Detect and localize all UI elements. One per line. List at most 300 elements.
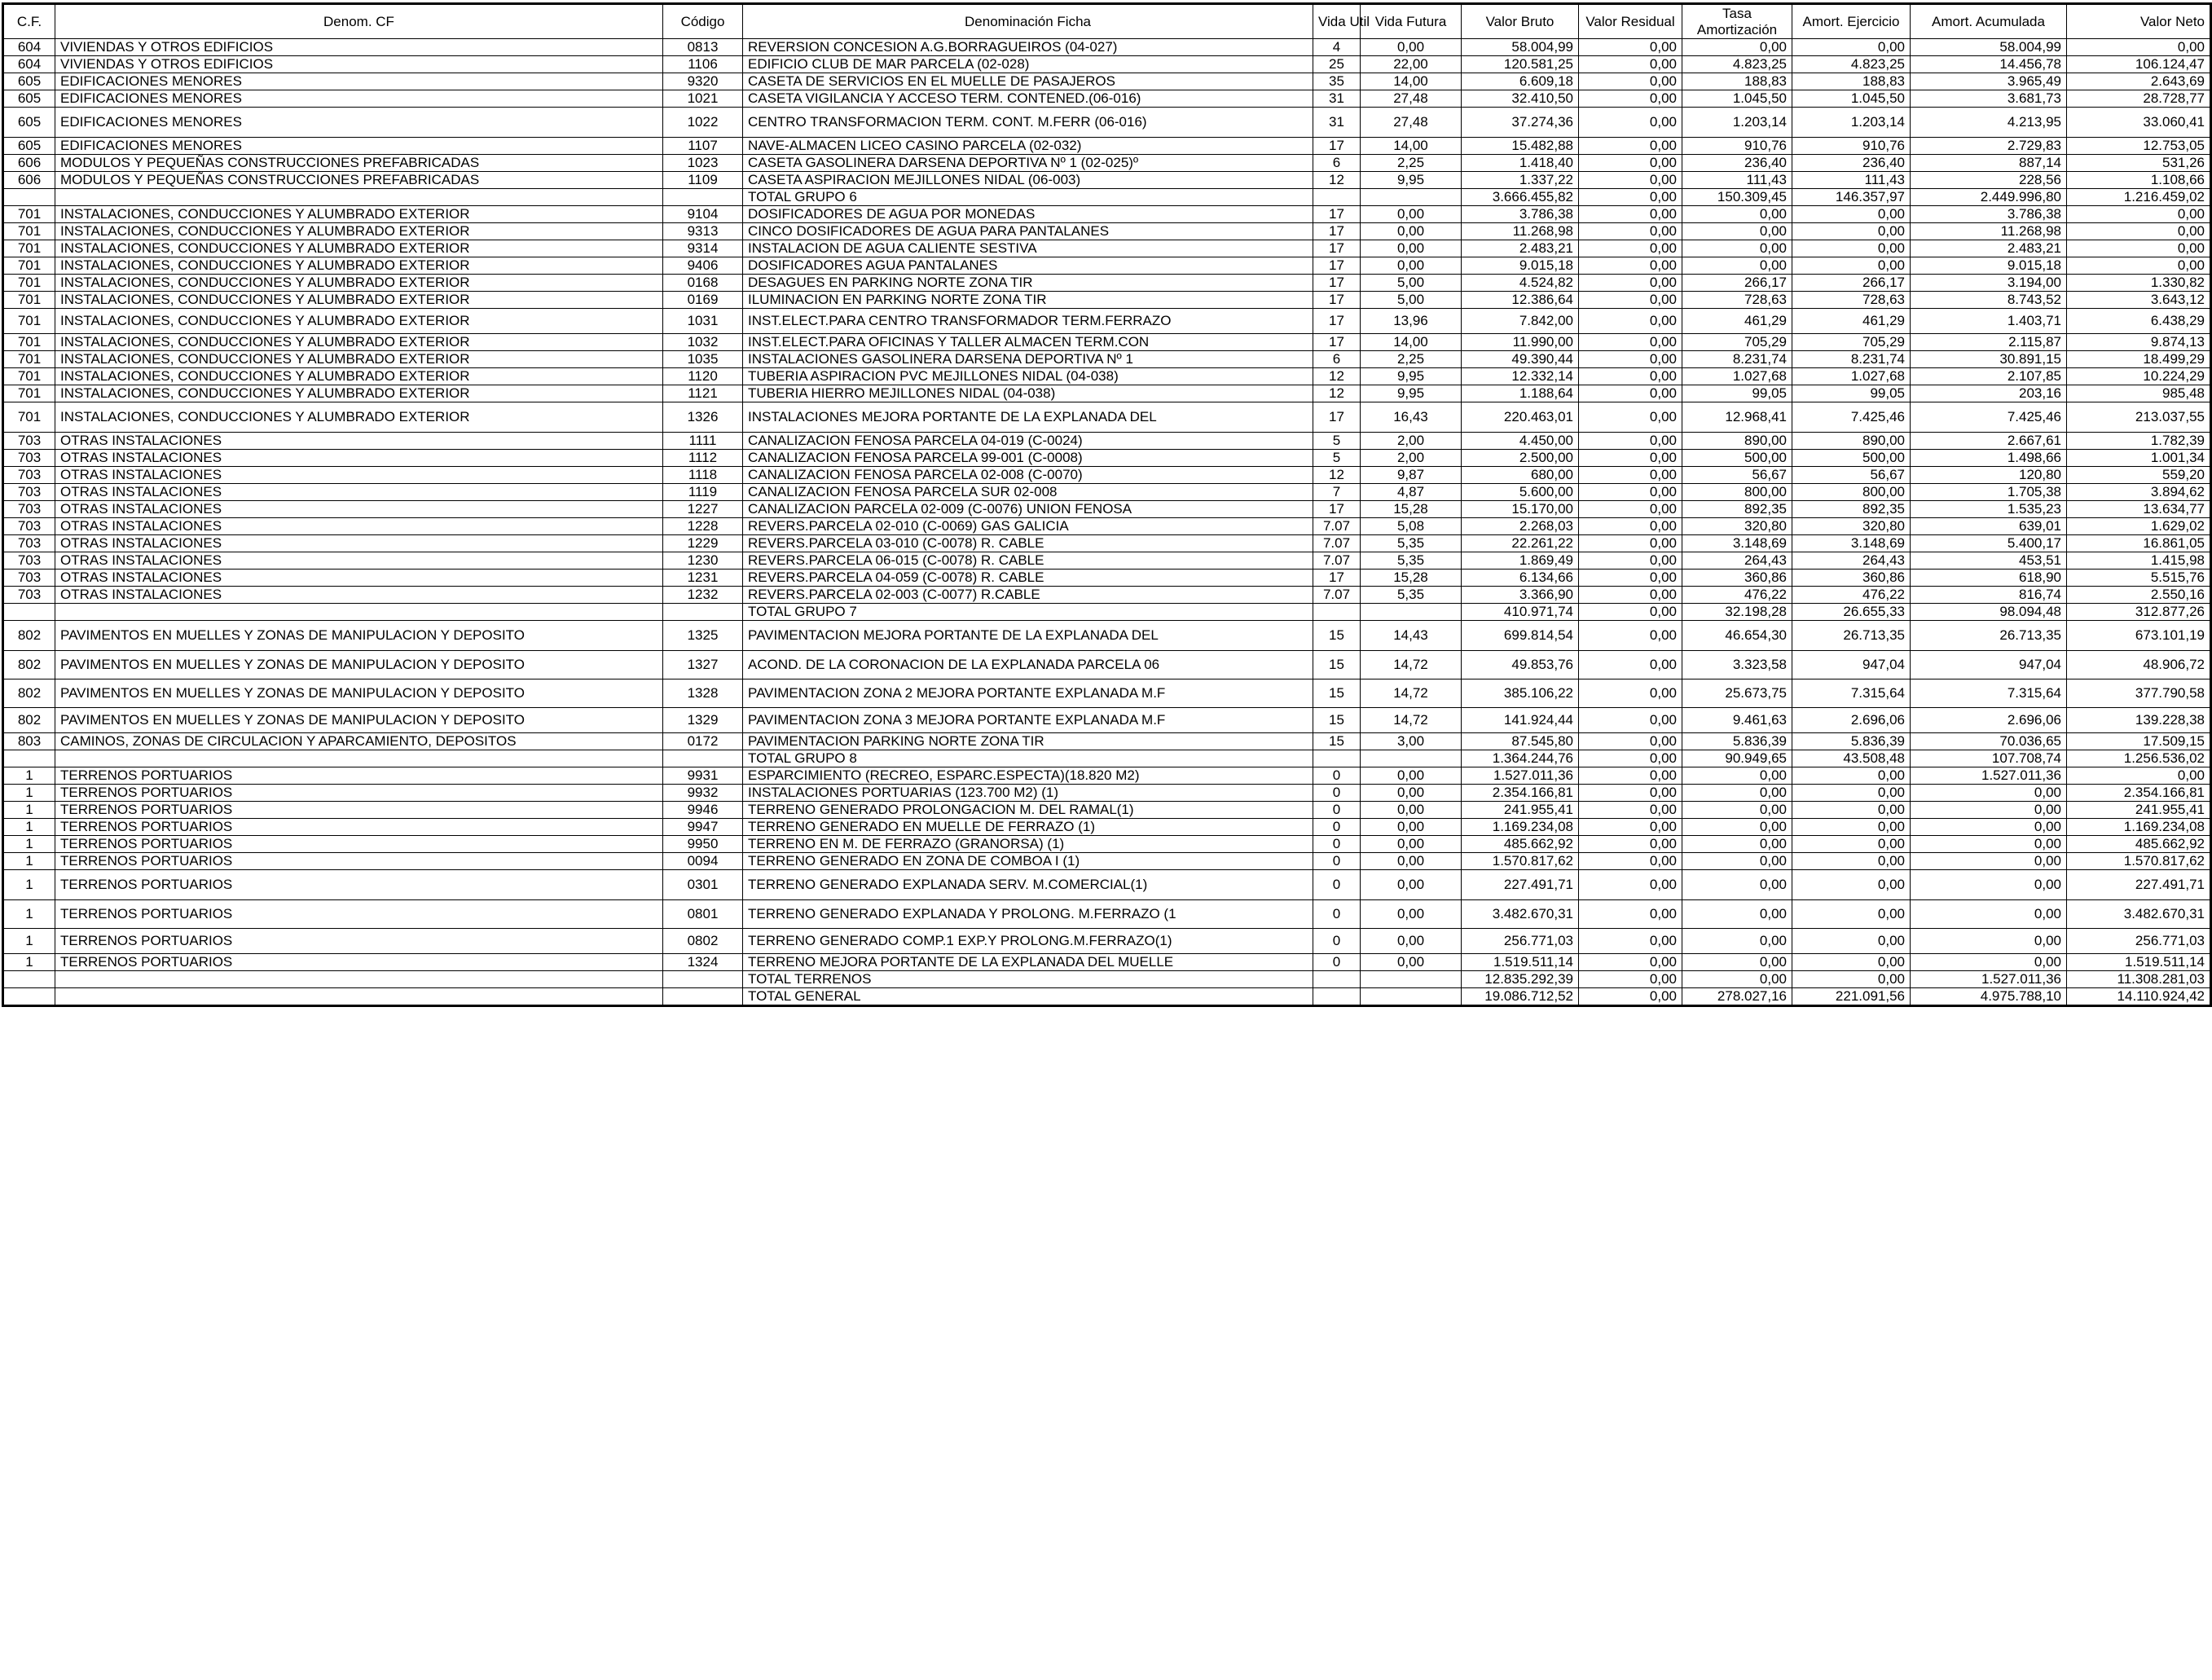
- table-row: [3, 621, 2211, 651]
- cell-cf: 703: [3, 484, 55, 501]
- cell-codigo: 9313: [663, 223, 743, 240]
- cell-vida-util: 17: [1313, 223, 1361, 240]
- cell-amort-ejercicio: 266,17: [1792, 275, 1911, 292]
- cell-valor-residual: 0,00: [1579, 988, 1682, 1006]
- cell-valor-neto: 673.101,19: [2067, 621, 2211, 651]
- cell-valor-neto: 559,20: [2067, 467, 2211, 484]
- header-tasa-amortizacion: Tasa Amortización: [1682, 4, 1792, 39]
- cell-vida-util: 6: [1313, 351, 1361, 368]
- cell-tasa-amortizacion: 360,86: [1682, 570, 1792, 587]
- table-row: [3, 570, 2211, 587]
- cell-tasa-amortizacion: 461,29: [1682, 309, 1792, 334]
- table-row: [3, 257, 2211, 275]
- cell-cf: 802: [3, 651, 55, 679]
- cell-cf: [3, 750, 55, 767]
- cell-valor-neto: 241.955,41: [2067, 802, 2211, 819]
- cell-tasa-amortizacion: 32.198,28: [1682, 604, 1792, 621]
- cell-vida-futura: 15,28: [1361, 570, 1462, 587]
- cell-valor-bruto: 5.600,00: [1462, 484, 1579, 501]
- cell-codigo: 1021: [663, 90, 743, 108]
- cell-vida-util: 0: [1313, 900, 1361, 929]
- cell-vida-util: 0: [1313, 836, 1361, 853]
- cell-valor-bruto: 4.524,82: [1462, 275, 1579, 292]
- header-valor-neto: Valor Neto: [2067, 4, 2211, 39]
- cell-amort-ejercicio: 0,00: [1792, 257, 1911, 275]
- cell-vida-util: 31: [1313, 90, 1361, 108]
- cell-amort-acumulada: 11.268,98: [1911, 223, 2067, 240]
- cell-cf: 1: [3, 929, 55, 954]
- cell-denominacion-ficha: CINCO DOSIFICADORES DE AGUA PARA PANTALANES: [743, 223, 1313, 240]
- cell-tasa-amortizacion: 99,05: [1682, 385, 1792, 402]
- cell-valor-bruto: 3.666.455,82: [1462, 189, 1579, 206]
- cell-valor-residual: 0,00: [1579, 292, 1682, 309]
- cell-valor-neto: 0,00: [2067, 206, 2211, 223]
- table-row: [3, 292, 2211, 309]
- cell-codigo: 9931: [663, 767, 743, 785]
- cell-cf: 701: [3, 257, 55, 275]
- cell-denom-cf: OTRAS INSTALACIONES: [55, 587, 663, 604]
- cell-cf: 703: [3, 433, 55, 450]
- cell-valor-bruto: 1.188,64: [1462, 385, 1579, 402]
- cell-denom-cf: PAVIMENTOS EN MUELLES Y ZONAS DE MANIPULACION Y DEPOSITO: [55, 621, 663, 651]
- cell-vida-util: 7.07: [1313, 518, 1361, 535]
- cell-valor-residual: 0,00: [1579, 587, 1682, 604]
- cell-amort-ejercicio: 476,22: [1792, 587, 1911, 604]
- cell-amort-acumulada: 453,51: [1911, 552, 2067, 570]
- cell-valor-residual: 0,00: [1579, 900, 1682, 929]
- cell-amort-acumulada: 1.527.011,36: [1911, 971, 2067, 988]
- table-row: [3, 90, 2211, 108]
- cell-denominacion-ficha: CASETA VIGILANCIA Y ACCESO TERM. CONTENED.(06-016): [743, 90, 1313, 108]
- cell-vida-util: 6: [1313, 155, 1361, 172]
- cell-codigo: 1119: [663, 484, 743, 501]
- cell-denominacion-ficha: CENTRO TRANSFORMACION TERM. CONT. M.FERR (06-016): [743, 108, 1313, 138]
- cell-amort-ejercicio: 0,00: [1792, 39, 1911, 56]
- cell-vida-futura: 3,00: [1361, 733, 1462, 750]
- cell-denominacion-ficha: TOTAL GRUPO 8: [743, 750, 1313, 767]
- cell-amort-ejercicio: 7.425,46: [1792, 402, 1911, 433]
- cell-codigo: [663, 189, 743, 206]
- cell-tasa-amortizacion: 0,00: [1682, 971, 1792, 988]
- cell-vida-futura: 0,00: [1361, 900, 1462, 929]
- cell-valor-bruto: 2.268,03: [1462, 518, 1579, 535]
- cell-denom-cf: TERRENOS PORTUARIOS: [55, 870, 663, 900]
- table-row: [3, 206, 2211, 223]
- header-valor-bruto: Valor Bruto: [1462, 4, 1579, 39]
- cell-vida-futura: 9,95: [1361, 172, 1462, 189]
- cell-cf: 701: [3, 275, 55, 292]
- cell-tasa-amortizacion: 56,67: [1682, 467, 1792, 484]
- cell-cf: [3, 988, 55, 1006]
- cell-valor-bruto: 220.463,01: [1462, 402, 1579, 433]
- total-row: [3, 971, 2211, 988]
- cell-amort-acumulada: 4.213,95: [1911, 108, 2067, 138]
- cell-valor-neto: 3.643,12: [2067, 292, 2211, 309]
- cell-amort-ejercicio: 947,04: [1792, 651, 1911, 679]
- cell-vida-futura: 4,87: [1361, 484, 1462, 501]
- cell-valor-neto: 312.877,26: [2067, 604, 2211, 621]
- cell-codigo: 1107: [663, 138, 743, 155]
- cell-vida-util: 0: [1313, 819, 1361, 836]
- cell-denominacion-ficha: CANALIZACION PARCELA 02-009 (C-0076) UNION FENOSA: [743, 501, 1313, 518]
- cell-valor-neto: 485.662,92: [2067, 836, 2211, 853]
- cell-vida-futura: 5,08: [1361, 518, 1462, 535]
- cell-amort-acumulada: 2.115,87: [1911, 334, 2067, 351]
- cell-cf: 1: [3, 819, 55, 836]
- cell-amort-ejercicio: 43.508,48: [1792, 750, 1911, 767]
- cell-denominacion-ficha: TOTAL GRUPO 7: [743, 604, 1313, 621]
- cell-amort-ejercicio: 892,35: [1792, 501, 1911, 518]
- table-row: [3, 39, 2211, 56]
- cell-vida-futura: 5,35: [1361, 535, 1462, 552]
- cell-vida-util: 7.07: [1313, 552, 1361, 570]
- cell-amort-acumulada: 0,00: [1911, 819, 2067, 836]
- cell-cf: 1: [3, 870, 55, 900]
- cell-valor-neto: 531,26: [2067, 155, 2211, 172]
- cell-denominacion-ficha: TERRENO GENERADO EXPLANADA SERV. M.COMERCIAL(1): [743, 870, 1313, 900]
- cell-vida-util: [1313, 189, 1361, 206]
- cell-denom-cf: TERRENOS PORTUARIOS: [55, 954, 663, 971]
- cell-cf: 1: [3, 802, 55, 819]
- cell-valor-neto: 377.790,58: [2067, 679, 2211, 708]
- cell-amort-acumulada: 1.705,38: [1911, 484, 2067, 501]
- amortization-table: [2, 2, 2212, 1007]
- cell-denominacion-ficha: PAVIMENTACION ZONA 2 MEJORA PORTANTE EXPLANADA M.F: [743, 679, 1313, 708]
- cell-valor-bruto: 1.519.511,14: [1462, 954, 1579, 971]
- header-amort-ejercicio: Amort. Ejercicio: [1792, 4, 1911, 39]
- cell-amort-ejercicio: 0,00: [1792, 954, 1911, 971]
- cell-valor-bruto: 4.450,00: [1462, 433, 1579, 450]
- cell-amort-acumulada: 26.713,35: [1911, 621, 2067, 651]
- cell-tasa-amortizacion: 8.231,74: [1682, 351, 1792, 368]
- cell-cf: 604: [3, 39, 55, 56]
- cell-amort-ejercicio: 1.027,68: [1792, 368, 1911, 385]
- cell-cf: 701: [3, 292, 55, 309]
- cell-vida-futura: 5,35: [1361, 552, 1462, 570]
- cell-amort-acumulada: 107.708,74: [1911, 750, 2067, 767]
- cell-denom-cf: OTRAS INSTALACIONES: [55, 450, 663, 467]
- cell-valor-bruto: 22.261,22: [1462, 535, 1579, 552]
- table-row: [3, 651, 2211, 679]
- cell-valor-bruto: 2.483,21: [1462, 240, 1579, 257]
- cell-amort-acumulada: 0,00: [1911, 954, 2067, 971]
- cell-amort-acumulada: 4.975.788,10: [1911, 988, 2067, 1006]
- cell-amort-ejercicio: 0,00: [1792, 819, 1911, 836]
- cell-vida-futura: 14,72: [1361, 679, 1462, 708]
- cell-valor-residual: 0,00: [1579, 450, 1682, 467]
- cell-vida-util: 0: [1313, 785, 1361, 802]
- cell-vida-futura: [1361, 988, 1462, 1006]
- table-row: [3, 802, 2211, 819]
- cell-vida-futura: 2,25: [1361, 155, 1462, 172]
- cell-valor-residual: 0,00: [1579, 929, 1682, 954]
- cell-vida-futura: 14,72: [1361, 651, 1462, 679]
- cell-denominacion-ficha: CANALIZACION FENOSA PARCELA 02-008 (C-0070): [743, 467, 1313, 484]
- cell-cf: 606: [3, 172, 55, 189]
- cell-amort-acumulada: 2.729,83: [1911, 138, 2067, 155]
- cell-amort-acumulada: 3.786,38: [1911, 206, 2067, 223]
- cell-amort-ejercicio: 0,00: [1792, 223, 1911, 240]
- cell-vida-futura: [1361, 971, 1462, 988]
- total-row: [3, 189, 2211, 206]
- cell-valor-neto: 1.782,39: [2067, 433, 2211, 450]
- cell-vida-futura: 0,00: [1361, 802, 1462, 819]
- cell-denominacion-ficha: TUBERIA HIERRO MEJILLONES NIDAL (04-038): [743, 385, 1313, 402]
- cell-valor-bruto: 256.771,03: [1462, 929, 1579, 954]
- header-denominacion-ficha: Denominación Ficha: [743, 4, 1313, 39]
- cell-tasa-amortizacion: 0,00: [1682, 39, 1792, 56]
- cell-vida-util: 17: [1313, 138, 1361, 155]
- cell-tasa-amortizacion: 0,00: [1682, 929, 1792, 954]
- cell-denominacion-ficha: TERRENO GENERADO COMP.1 EXP.Y PROLONG.M.FERRAZO(1): [743, 929, 1313, 954]
- cell-valor-residual: 0,00: [1579, 484, 1682, 501]
- cell-codigo: 9320: [663, 73, 743, 90]
- cell-valor-bruto: 1.169.234,08: [1462, 819, 1579, 836]
- cell-valor-residual: 0,00: [1579, 257, 1682, 275]
- cell-amort-acumulada: 8.743,52: [1911, 292, 2067, 309]
- table-row: [3, 56, 2211, 73]
- cell-tasa-amortizacion: 12.968,41: [1682, 402, 1792, 433]
- cell-tasa-amortizacion: 800,00: [1682, 484, 1792, 501]
- cell-denom-cf: INSTALACIONES, CONDUCCIONES Y ALUMBRADO EXTERIOR: [55, 292, 663, 309]
- cell-valor-bruto: 120.581,25: [1462, 56, 1579, 73]
- cell-denom-cf: TERRENOS PORTUARIOS: [55, 853, 663, 870]
- cell-denom-cf: OTRAS INSTALACIONES: [55, 433, 663, 450]
- table-row: [3, 870, 2211, 900]
- cell-amort-acumulada: 2.667,61: [1911, 433, 2067, 450]
- cell-denom-cf: OTRAS INSTALACIONES: [55, 501, 663, 518]
- cell-denom-cf: OTRAS INSTALACIONES: [55, 570, 663, 587]
- cell-cf: 701: [3, 368, 55, 385]
- cell-vida-util: 15: [1313, 708, 1361, 733]
- cell-cf: [3, 604, 55, 621]
- table-row: [3, 853, 2211, 870]
- cell-codigo: 1031: [663, 309, 743, 334]
- total-row: [3, 750, 2211, 767]
- cell-valor-bruto: 1.527.011,36: [1462, 767, 1579, 785]
- cell-cf: 701: [3, 206, 55, 223]
- table-row: [3, 587, 2211, 604]
- cell-valor-residual: 0,00: [1579, 385, 1682, 402]
- cell-vida-futura: 14,00: [1361, 334, 1462, 351]
- cell-valor-residual: 0,00: [1579, 155, 1682, 172]
- cell-amort-ejercicio: 4.823,25: [1792, 56, 1911, 73]
- cell-denominacion-ficha: CANALIZACION FENOSA PARCELA 04-019 (C-0024): [743, 433, 1313, 450]
- cell-codigo: 1121: [663, 385, 743, 402]
- cell-valor-neto: 1.108,66: [2067, 172, 2211, 189]
- cell-codigo: 1023: [663, 155, 743, 172]
- cell-valor-bruto: 19.086.712,52: [1462, 988, 1579, 1006]
- cell-vida-futura: 2,00: [1361, 433, 1462, 450]
- cell-tasa-amortizacion: 0,00: [1682, 223, 1792, 240]
- cell-valor-bruto: 12.386,64: [1462, 292, 1579, 309]
- cell-vida-util: 12: [1313, 385, 1361, 402]
- cell-valor-neto: 3.482.670,31: [2067, 900, 2211, 929]
- cell-vida-futura: [1361, 604, 1462, 621]
- cell-amort-ejercicio: 461,29: [1792, 309, 1911, 334]
- cell-valor-neto: 6.438,29: [2067, 309, 2211, 334]
- cell-vida-util: 17: [1313, 309, 1361, 334]
- cell-denominacion-ficha: EDIFICIO CLUB DE MAR PARCELA (02-028): [743, 56, 1313, 73]
- cell-valor-residual: 0,00: [1579, 206, 1682, 223]
- cell-valor-bruto: 11.268,98: [1462, 223, 1579, 240]
- cell-denom-cf: VIVIENDAS Y OTROS EDIFICIOS: [55, 39, 663, 56]
- cell-vida-util: 17: [1313, 292, 1361, 309]
- cell-tasa-amortizacion: 1.203,14: [1682, 108, 1792, 138]
- cell-cf: 802: [3, 679, 55, 708]
- cell-vida-util: 17: [1313, 334, 1361, 351]
- cell-denom-cf: [55, 604, 663, 621]
- cell-amort-acumulada: 70.036,65: [1911, 733, 2067, 750]
- cell-vida-util: 5: [1313, 433, 1361, 450]
- cell-vida-util: 0: [1313, 767, 1361, 785]
- cell-valor-residual: 0,00: [1579, 870, 1682, 900]
- cell-codigo: 1324: [663, 954, 743, 971]
- cell-valor-bruto: 37.274,36: [1462, 108, 1579, 138]
- cell-amort-ejercicio: 56,67: [1792, 467, 1911, 484]
- cell-amort-ejercicio: 8.231,74: [1792, 351, 1911, 368]
- cell-denominacion-ficha: PAVIMENTACION PARKING NORTE ZONA TIR: [743, 733, 1313, 750]
- cell-codigo: 1231: [663, 570, 743, 587]
- cell-valor-residual: 0,00: [1579, 785, 1682, 802]
- cell-valor-residual: 0,00: [1579, 334, 1682, 351]
- cell-valor-bruto: 12.332,14: [1462, 368, 1579, 385]
- cell-cf: 1: [3, 767, 55, 785]
- cell-vida-futura: 0,00: [1361, 206, 1462, 223]
- table-row: [3, 172, 2211, 189]
- cell-denom-cf: EDIFICACIONES MENORES: [55, 90, 663, 108]
- cell-codigo: 0813: [663, 39, 743, 56]
- cell-denom-cf: OTRAS INSTALACIONES: [55, 467, 663, 484]
- cell-tasa-amortizacion: 0,00: [1682, 954, 1792, 971]
- table-row: [3, 767, 2211, 785]
- cell-vida-futura: 0,00: [1361, 819, 1462, 836]
- cell-denominacion-ficha: CANALIZACION FENOSA PARCELA 99-001 (C-0008): [743, 450, 1313, 467]
- cell-valor-residual: 0,00: [1579, 570, 1682, 587]
- cell-vida-futura: 0,00: [1361, 257, 1462, 275]
- cell-amort-ejercicio: 0,00: [1792, 206, 1911, 223]
- cell-amort-ejercicio: 7.315,64: [1792, 679, 1911, 708]
- cell-codigo: 1106: [663, 56, 743, 73]
- table-row: [3, 929, 2211, 954]
- table-row: [3, 518, 2211, 535]
- cell-valor-residual: 0,00: [1579, 971, 1682, 988]
- cell-valor-residual: 0,00: [1579, 501, 1682, 518]
- cell-vida-futura: 16,43: [1361, 402, 1462, 433]
- cell-valor-bruto: 241.955,41: [1462, 802, 1579, 819]
- cell-denom-cf: OTRAS INSTALACIONES: [55, 484, 663, 501]
- cell-amort-ejercicio: 0,00: [1792, 836, 1911, 853]
- cell-valor-neto: 33.060,41: [2067, 108, 2211, 138]
- cell-valor-neto: 985,48: [2067, 385, 2211, 402]
- cell-valor-residual: 0,00: [1579, 802, 1682, 819]
- cell-valor-residual: 0,00: [1579, 433, 1682, 450]
- cell-denominacion-ficha: CANALIZACION FENOSA PARCELA SUR 02-008: [743, 484, 1313, 501]
- cell-denominacion-ficha: TOTAL GENERAL: [743, 988, 1313, 1006]
- cell-vida-util: [1313, 971, 1361, 988]
- cell-amort-ejercicio: 236,40: [1792, 155, 1911, 172]
- table-row: [3, 733, 2211, 750]
- cell-amort-ejercicio: 728,63: [1792, 292, 1911, 309]
- cell-denom-cf: INSTALACIONES, CONDUCCIONES Y ALUMBRADO EXTERIOR: [55, 368, 663, 385]
- cell-denom-cf: [55, 189, 663, 206]
- cell-denom-cf: TERRENOS PORTUARIOS: [55, 785, 663, 802]
- cell-cf: 701: [3, 351, 55, 368]
- cell-amort-acumulada: 0,00: [1911, 853, 2067, 870]
- cell-valor-residual: 0,00: [1579, 90, 1682, 108]
- cell-amort-ejercicio: 221.091,56: [1792, 988, 1911, 1006]
- cell-vida-util: 12: [1313, 368, 1361, 385]
- cell-tasa-amortizacion: 278.027,16: [1682, 988, 1792, 1006]
- table-row: [3, 223, 2211, 240]
- table-row: [3, 819, 2211, 836]
- table-row: [3, 402, 2211, 433]
- cell-codigo: [663, 971, 743, 988]
- cell-codigo: 9946: [663, 802, 743, 819]
- cell-denom-cf: TERRENOS PORTUARIOS: [55, 929, 663, 954]
- cell-amort-ejercicio: 0,00: [1792, 767, 1911, 785]
- cell-valor-residual: 0,00: [1579, 954, 1682, 971]
- cell-amort-acumulada: 3.681,73: [1911, 90, 2067, 108]
- cell-valor-neto: 13.634,77: [2067, 501, 2211, 518]
- cell-amort-acumulada: 14.456,78: [1911, 56, 2067, 73]
- cell-amort-ejercicio: 26.713,35: [1792, 621, 1911, 651]
- table-body: [3, 39, 2211, 1006]
- table-row: [3, 679, 2211, 708]
- cell-vida-futura: 27,48: [1361, 108, 1462, 138]
- cell-vida-futura: [1361, 189, 1462, 206]
- cell-cf: 703: [3, 570, 55, 587]
- cell-tasa-amortizacion: 1.045,50: [1682, 90, 1792, 108]
- cell-denom-cf: OTRAS INSTALACIONES: [55, 552, 663, 570]
- cell-vida-util: 4: [1313, 39, 1361, 56]
- cell-valor-residual: 0,00: [1579, 767, 1682, 785]
- cell-denom-cf: [55, 988, 663, 1006]
- cell-cf: 605: [3, 90, 55, 108]
- cell-vida-util: 0: [1313, 954, 1361, 971]
- cell-cf: 802: [3, 708, 55, 733]
- cell-vida-util: 17: [1313, 240, 1361, 257]
- table-row: [3, 73, 2211, 90]
- cell-denominacion-ficha: REVERSION CONCESION A.G.BORRAGUEIROS (04-027): [743, 39, 1313, 56]
- cell-vida-futura: 0,00: [1361, 853, 1462, 870]
- table-row: [3, 450, 2211, 467]
- cell-valor-residual: 0,00: [1579, 309, 1682, 334]
- cell-valor-bruto: 3.482.670,31: [1462, 900, 1579, 929]
- cell-valor-bruto: 3.786,38: [1462, 206, 1579, 223]
- cell-cf: 1: [3, 785, 55, 802]
- cell-valor-residual: 0,00: [1579, 275, 1682, 292]
- cell-denominacion-ficha: DOSIFICADORES AGUA PANTALANES: [743, 257, 1313, 275]
- cell-valor-residual: 0,00: [1579, 351, 1682, 368]
- cell-denom-cf: INSTALACIONES, CONDUCCIONES Y ALUMBRADO EXTERIOR: [55, 334, 663, 351]
- cell-valor-neto: 18.499,29: [2067, 351, 2211, 368]
- cell-cf: 703: [3, 535, 55, 552]
- table-row: [3, 351, 2211, 368]
- header-amort-acumulada: Amort. Acumulada: [1911, 4, 2067, 39]
- cell-valor-residual: 0,00: [1579, 518, 1682, 535]
- cell-codigo: 0094: [663, 853, 743, 870]
- cell-amort-ejercicio: 0,00: [1792, 240, 1911, 257]
- cell-valor-residual: 0,00: [1579, 750, 1682, 767]
- table-row: [3, 334, 2211, 351]
- cell-tasa-amortizacion: 9.461,63: [1682, 708, 1792, 733]
- cell-valor-bruto: 2.354.166,81: [1462, 785, 1579, 802]
- cell-codigo: 1325: [663, 621, 743, 651]
- table-row: [3, 155, 2211, 172]
- cell-denominacion-ficha: ILUMINACION EN PARKING NORTE ZONA TIR: [743, 292, 1313, 309]
- cell-valor-residual: 0,00: [1579, 836, 1682, 853]
